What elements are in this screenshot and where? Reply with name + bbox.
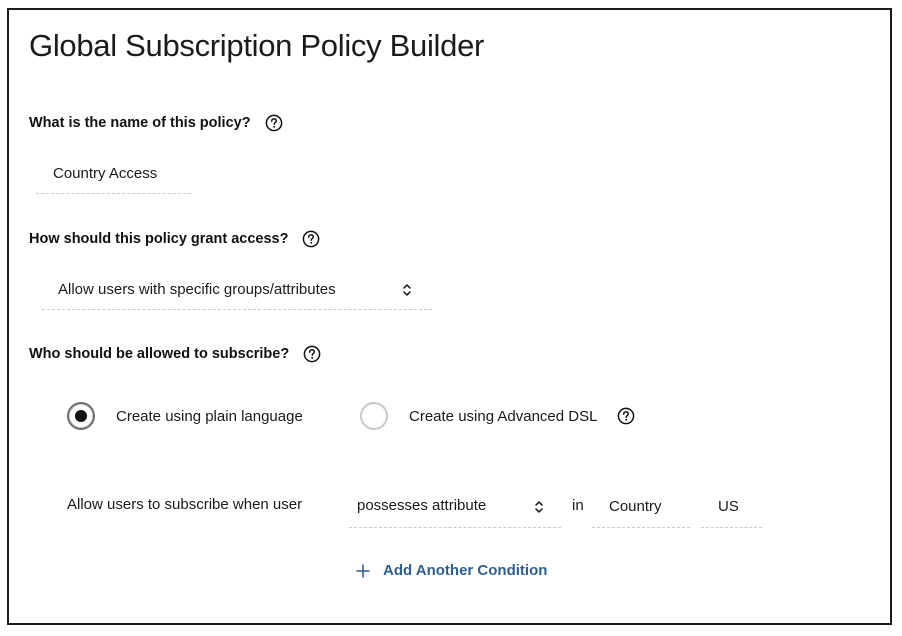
subscribe-question-label: Who should be allowed to subscribe? [29,346,290,362]
grant-access-select[interactable] [42,270,432,310]
add-another-condition-button[interactable] [356,562,547,579]
subscribe-question [29,345,321,363]
condition-connector-label: in [572,497,584,514]
condition-attribute-input[interactable] [592,486,690,528]
question-circle-icon[interactable] [617,407,635,425]
plus-icon [356,564,370,578]
question-circle-icon[interactable] [302,230,320,248]
radio-label-advanced-dsl: Create using Advanced DSL [409,407,598,425]
policy-name-question-label: What is the name of this policy? [29,115,251,131]
chevron-up-down-icon [402,282,412,298]
question-circle-icon[interactable] [265,114,283,132]
grant-access-selected-value: Allow users with specific groups/attributes [58,281,336,298]
condition-value-input[interactable] [701,486,762,528]
condition-operator-select[interactable] [349,486,561,528]
radio-dot [75,410,87,422]
question-circle-icon[interactable] [303,345,321,363]
radio-option-plain-language[interactable] [67,402,303,430]
grant-access-question [29,230,320,248]
condition-operator-value: possesses attribute [357,497,487,514]
radio-option-advanced-dsl[interactable] [360,402,635,430]
radio-label-plain-language: Create using plain language [116,407,303,425]
policy-name-question [29,114,283,132]
add-another-condition-label: Add Another Condition [383,562,548,579]
page-title: Global Subscription Policy Builder [29,28,485,63]
radio-button-checked[interactable] [67,402,95,430]
chevron-up-down-icon [534,499,544,515]
policy-builder-panel [7,8,892,625]
radio-button-unchecked[interactable] [360,402,388,430]
condition-prefix-label: Allow users to subscribe when user [67,496,303,513]
policy-name-input[interactable] [36,154,191,194]
grant-access-question-label: How should this policy grant access? [29,231,289,247]
